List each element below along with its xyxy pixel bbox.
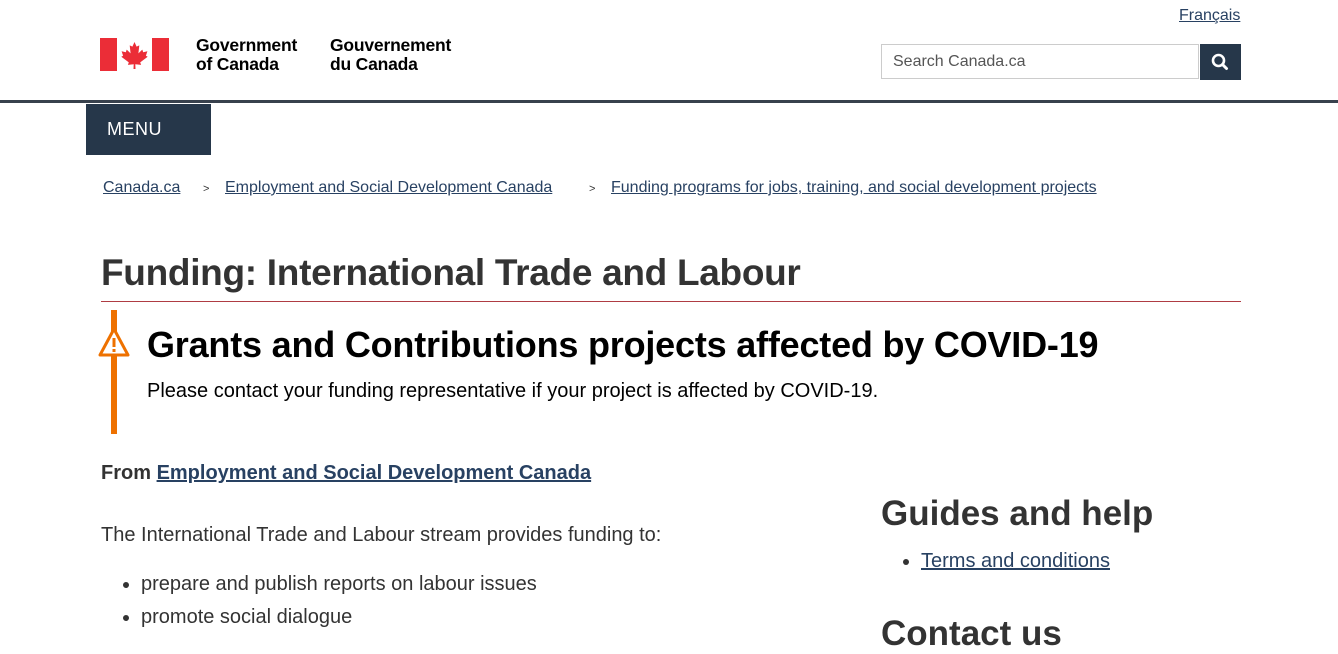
menu-label: MENU xyxy=(107,119,162,139)
wordmark-en-line2: of Canada xyxy=(196,54,279,74)
guides-and-help-heading: Guides and help xyxy=(881,494,1154,533)
breadcrumb-separator: > xyxy=(589,183,596,195)
breadcrumb-funding-programs-link[interactable]: Funding programs for jobs, training, and social development projects xyxy=(611,179,1097,196)
search-input[interactable] xyxy=(881,44,1199,79)
site-header xyxy=(0,0,1338,103)
funding-purposes-list xyxy=(101,568,537,634)
alert-title: Grants and Contributions projects affected by COVID-19 xyxy=(147,324,1099,365)
wordmark-english xyxy=(196,36,297,74)
list-item: • prepare and publish reports on labour issues xyxy=(141,568,537,601)
search-button[interactable] xyxy=(1200,44,1241,80)
wordmark-fr-line1: Gouvernement xyxy=(330,35,452,55)
breadcrumb-canada-link[interactable]: Canada.ca xyxy=(103,179,181,196)
contact-us-heading: Contact us xyxy=(881,614,1062,653)
from-label: From xyxy=(101,462,151,484)
wordmark-french xyxy=(330,36,451,74)
wordmark-en-line1: Government xyxy=(196,35,298,55)
search-icon xyxy=(1200,44,1241,80)
breadcrumb-esdc-link[interactable]: Employment and Social Development Canada xyxy=(225,179,553,196)
guides-list xyxy=(881,550,1110,573)
page-title: Funding: International Trade and Labour xyxy=(101,252,1241,302)
menu-button[interactable] xyxy=(86,104,211,155)
list-item xyxy=(921,550,1110,573)
chevron-down-icon xyxy=(265,125,279,135)
warning-icon xyxy=(98,327,130,357)
alert-text: Please contact your funding representative if your project is affected by COVID-19. xyxy=(147,380,879,402)
from-line xyxy=(101,462,591,485)
list-item: • promote social dialogue xyxy=(141,601,537,634)
from-esdc-link[interactable]: Employment and Social Development Canada xyxy=(156,462,592,484)
wordmark-fr-line2: du Canada xyxy=(330,54,418,74)
terms-and-conditions-link[interactable]: Terms and conditions xyxy=(921,550,1110,572)
intro-text: The International Trade and Labour stream provides funding to: xyxy=(101,524,662,546)
canada-flag-icon[interactable] xyxy=(100,38,169,71)
breadcrumb-separator: > xyxy=(203,183,210,195)
language-toggle-link[interactable]: Français xyxy=(1179,7,1241,24)
